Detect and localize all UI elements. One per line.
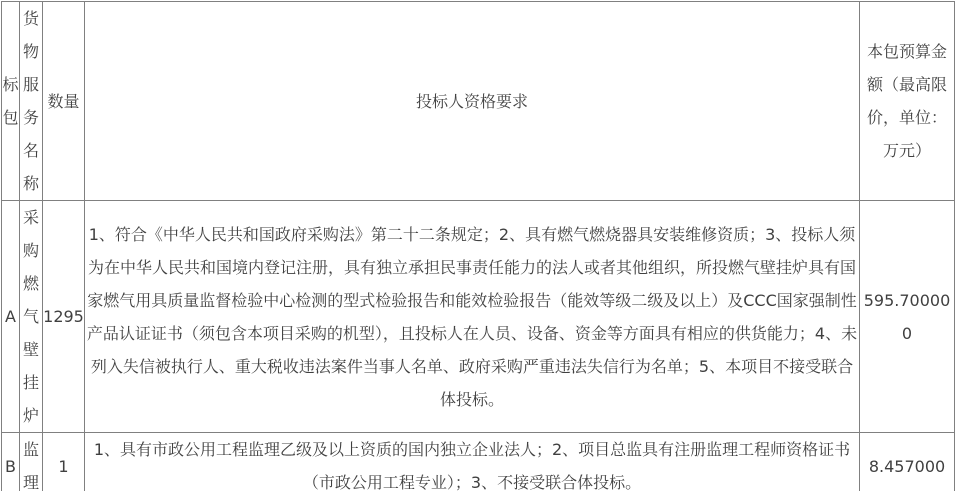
header-budget: 本包预算金额（最高限价，单位：万元） (860, 2, 955, 201)
package-b-item-name: 监理 (20, 433, 43, 491)
package-a-budget: 595.700000 (860, 201, 955, 433)
package-b-id: B (2, 433, 20, 491)
procurement-table (1, 1, 955, 491)
package-b-qualification: 1、具有市政公用工程监理乙级及以上资质的国内独立企业法人；2、项目总监具有注册监理工程师资格证书（市政公用工程专业）；3、不接受联合体投标。 (85, 433, 860, 491)
package-b-quantity: 1 (43, 433, 85, 491)
package-a-quantity: 1295 (43, 201, 85, 433)
table-row-package-b (2, 433, 955, 491)
package-a-item-name: 采购燃气壁挂炉 (20, 201, 43, 433)
table-row-package-a (2, 201, 955, 433)
package-a-id: A (2, 201, 20, 433)
header-package: 标包 (2, 2, 20, 201)
header-quantity: 数量 (43, 2, 85, 201)
header-row (2, 2, 955, 201)
package-a-qualification: 1、符合《中华人民共和国政府采购法》第二十二条规定；2、具有燃气燃烧器具安装维修资质；3、投标人须为在中华人民共和国境内登记注册，具有独立承担民事责任能力的法人或者其他组织，所投燃气壁挂炉具有国家燃气用具质量监督检验中心检测的型式检验报告和能效检验报告（能效等级二级及以上）及CCC国家强制性产品认证证书（须包含本项目采购的机型），且投标人在人员、设备、资金等方面具有相应的供货能力；4、未列入失信被执行人、重大税收违法案件当事人名单、政府采购严重违法失信行为名单；5、本项目不接受联合体投标。 (85, 201, 860, 433)
header-qualification: 投标人资格要求 (85, 2, 860, 201)
header-item-name: 货物服务名称 (20, 2, 43, 201)
package-b-budget: 8.457000 (860, 433, 955, 491)
